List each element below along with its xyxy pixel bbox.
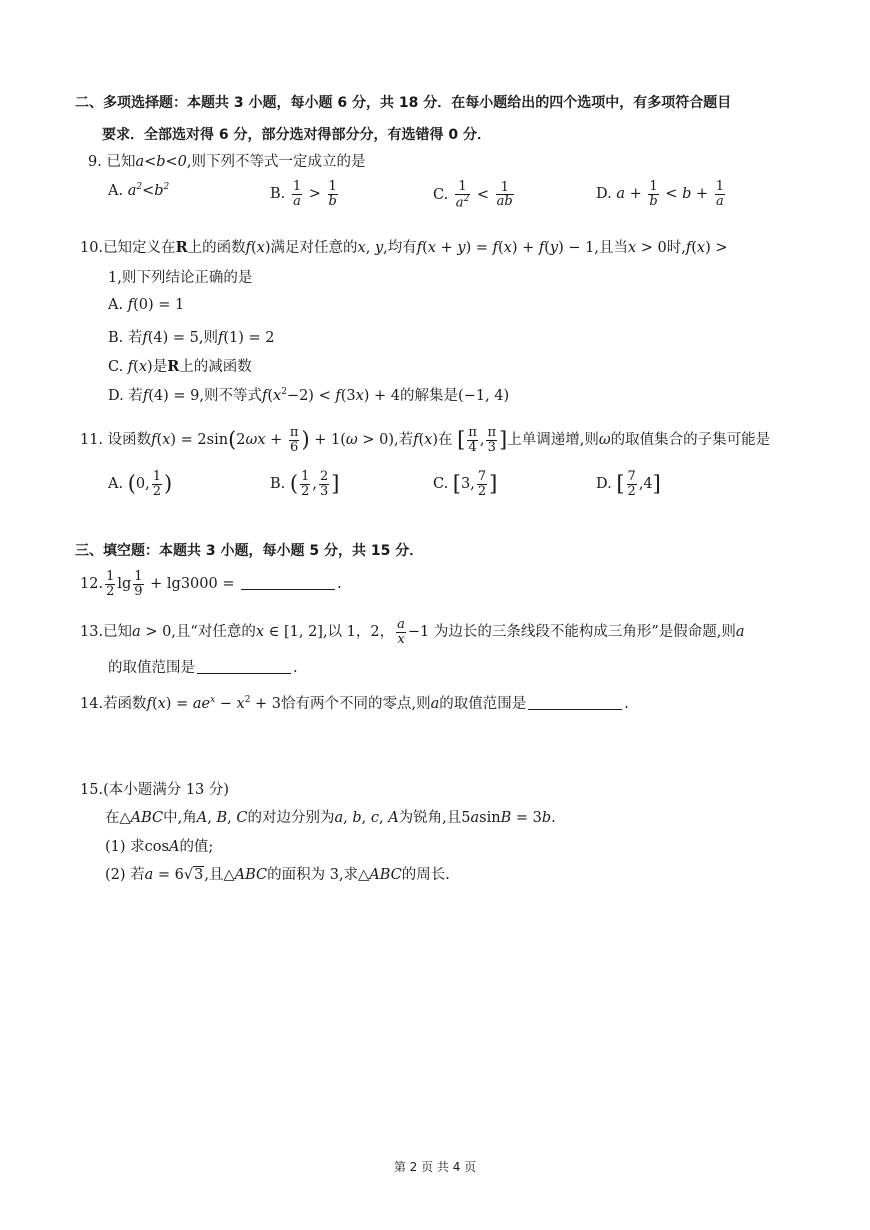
math: f — [685, 240, 692, 256]
option-label: B. — [270, 186, 286, 203]
option-label: A. — [108, 182, 124, 199]
math: a — [334, 810, 344, 826]
option-9c: C. $\frac{1}{a^2}$ < $\frac{1}{ab}$ — [433, 179, 513, 210]
question-text: 上单调递增,则 — [507, 432, 599, 449]
question-number: 15. — [80, 782, 104, 798]
question-text: (1) 求 — [105, 839, 145, 855]
question-text: ,且“对任意的 — [171, 624, 256, 641]
section3-header: 三、填空题：本题共 3 小题，每小题 5 分，共 15 分． — [75, 543, 424, 559]
option-label: C. — [433, 186, 449, 203]
math: a — [470, 810, 480, 826]
math: f — [142, 388, 149, 404]
question-text: 中,角 — [163, 810, 197, 826]
math: $a^2<b^2$ — [127, 182, 170, 199]
math: f — [151, 432, 157, 449]
question-text: 若函数 — [103, 696, 147, 712]
question-13-line2: 的取值范围是 . — [108, 660, 298, 676]
question-text: 的取值范围是 — [108, 660, 195, 676]
option-label: C. — [108, 359, 124, 375]
math: f — [218, 330, 224, 346]
option-text: 是 — [152, 359, 168, 375]
option-text: 的解集是 — [400, 388, 459, 404]
question-number: 13. — [80, 624, 104, 641]
option-label: B. 若 — [108, 330, 143, 346]
option-text: 上的减函数 — [179, 359, 252, 375]
math: $\frac{1}{2}$ — [301, 469, 310, 499]
math: $\frac{1}{a^2}$ — [455, 179, 470, 210]
question-text: 的周长. — [401, 867, 450, 883]
question-15-part1: (1) 求cosA的值; — [105, 839, 214, 855]
question-15-line1: 在△ABC中,角A, B, C的对边分别为a, b, c, A为锐角,且5asinB = 3b. — [105, 810, 556, 826]
answer-blank[interactable] — [241, 575, 335, 590]
math: $\frac{1}{9}$ — [134, 569, 143, 599]
math: A — [168, 839, 180, 855]
option-label: A. — [108, 476, 124, 493]
math: $\frac{7}{2}$ — [477, 469, 487, 499]
question-text: 在 — [105, 810, 120, 826]
page-footer: 第 2 页 共 4 页 — [393, 1160, 477, 1174]
question-number: 10. — [80, 240, 104, 256]
question-text: 时, — [666, 240, 686, 256]
question-text: 上的函数 — [187, 240, 246, 256]
question-text: 的对边分别为 — [247, 810, 335, 826]
math: $\frac{1}{ab}$ — [496, 179, 513, 210]
math: a — [132, 624, 141, 641]
question-number: 9. — [88, 154, 102, 170]
question-text: 的值; — [179, 839, 214, 855]
math: $\frac{a}{x}$ — [397, 617, 405, 647]
math: $\frac{\pi}{4}$ — [468, 425, 477, 455]
math: a — [430, 696, 440, 712]
math: f — [127, 359, 134, 375]
question-12: 12. $\frac{1}{2}$ lg $\frac{1}{9}$ + lg3000 = . — [80, 569, 342, 599]
math: $\frac{2}{3}$ — [319, 469, 329, 499]
math: $\frac{1}{b}$ — [328, 179, 337, 209]
question-15 — [80, 778, 229, 799]
question-text: 为锐角,且 — [398, 810, 462, 826]
question-11: 11. 设函数f(x) = 2sin(2ωx + $\frac{\pi}{6}$ ) + 1(ω > 0),若f(x)在 [ $\frac{\pi}{4}$ , $\frac{\pi}{3}$ ]上单调递增,则ω的取值集合的子集可能是 — [80, 425, 771, 455]
question-text: 设函数 — [107, 432, 152, 449]
math: ABC — [130, 810, 164, 826]
math: f — [142, 330, 148, 346]
question-14: 14.若函数$f(x) = ae^x - x^2 + 3$恰有两个不同的零点,则a的取值范围是 . — [80, 695, 629, 712]
math: a — [144, 867, 154, 883]
question-text: ,以 1，2， — [322, 624, 395, 641]
question-10: 10.已知定义在R上的函数f(x)满足对任意的x, y,均有f(x + y) = f(x) + f(y) − 1,且当x > 0时,f(x) > — [80, 239, 728, 256]
math: ABC — [234, 867, 268, 883]
math: $\frac{1}{2}$ — [106, 569, 115, 599]
math: (−1, 4) — [458, 388, 510, 404]
question-text: 已知定义在 — [103, 240, 176, 256]
option-11b: B. ( $\frac{1}{2}$ , $\frac{2}{3}$ ] — [270, 469, 340, 499]
question-10-line2: 1,则下列结论正确的是 — [108, 270, 253, 286]
math: $\frac{1}{a}$ — [715, 179, 725, 209]
option-10b: B. 若f(4) = 5,则f(1) = 2 — [108, 330, 275, 346]
option-9b: B. $\frac{1}{a}$ > $\frac{1}{b}$ — [270, 179, 337, 209]
math: f — [416, 240, 423, 256]
math: f — [413, 432, 419, 449]
option-10d: D. 若f(4) = 9,则不等式$f(x^2-2) < f(3x) + 4$的解集是(−1, 4) — [108, 387, 510, 404]
question-text: −1 为边长的三条线段不能构成三角形”是假命题,则 — [407, 624, 736, 641]
option-10a: A. f(0) = 1 — [108, 297, 185, 313]
option-11a: A. (0, $\frac{1}{2}$ ) — [108, 469, 173, 499]
math: a<b<0 — [135, 154, 187, 170]
question-15-part2: (2) 若a = 6√3,且△ABC的面积为 3,求△ABC的周长. — [105, 867, 450, 883]
answer-blank[interactable] — [528, 695, 622, 710]
question-text: ,且 — [204, 867, 224, 883]
question-text: ,则下列不等式一定成立的是 — [186, 154, 366, 170]
math: $\frac{\pi}{3}$ — [487, 425, 497, 455]
section2-header-line1: 二、多项选择题：本题共 3 小题，每小题 6 分，共 18 分．在每小题给出的四个选项中，有多项符合题目 — [75, 95, 732, 111]
math: f — [146, 696, 152, 712]
question-text: 的面积为 3,求 — [267, 867, 359, 883]
option-text: ,则不等式 — [199, 388, 262, 404]
math: $\frac{7}{2}$ — [627, 469, 636, 499]
option-text: ,则 — [198, 330, 218, 346]
section2-header-line2: 要求．全部选对得 6 分，部分选对得部分分，有选错得 0 分． — [102, 127, 491, 143]
question-9 — [88, 150, 366, 171]
question-text: 恰有两个不同的零点,则 — [281, 696, 431, 712]
option-11d: D. [ $\frac{7}{2}$ ,4] — [596, 469, 661, 499]
question-number: 12. — [80, 576, 104, 593]
option-label: D. 若 — [108, 388, 143, 404]
math: ω — [598, 432, 611, 449]
math: x — [357, 240, 366, 256]
question-text: ,若 — [393, 432, 414, 449]
math: f — [127, 297, 134, 313]
math: f — [261, 388, 268, 404]
math: $\frac{1}{b}$ — [649, 179, 658, 209]
question-text: 的取值集合的子集可能是 — [610, 432, 771, 449]
option-label: D. — [596, 476, 612, 493]
math: a — [616, 186, 625, 203]
math: x — [627, 240, 637, 256]
option-label: D. — [596, 186, 612, 203]
math: $\frac{\pi}{6}$ — [289, 425, 299, 455]
math: ABC — [369, 867, 402, 883]
question-text: 的取值范围是 — [439, 696, 527, 712]
option-9d: D. a + $\frac{1}{b}$ < b + $\frac{1}{a}$ — [596, 179, 725, 209]
option-11c: C. [3, $\frac{7}{2}$ ] — [433, 469, 498, 499]
question-text: 已知 — [106, 154, 136, 170]
math: $\frac{1}{2}$ — [152, 469, 162, 499]
question-text: 已知 — [103, 624, 133, 641]
question-score: (本小题满分 13 分) — [103, 782, 230, 798]
math: a — [735, 624, 745, 641]
option-9a — [108, 182, 169, 199]
question-text: 均有 — [387, 240, 417, 256]
math: f — [245, 240, 251, 256]
answer-blank[interactable] — [197, 659, 291, 674]
math: A — [196, 810, 208, 826]
option-label: B. — [270, 476, 286, 493]
option-label: A. — [108, 297, 124, 313]
math: x — [255, 624, 265, 641]
math: R — [167, 358, 180, 375]
question-number: 14. — [80, 696, 104, 712]
question-number: 11. — [80, 432, 104, 449]
question-text: 在 — [438, 432, 453, 449]
question-text: (2) 若 — [105, 867, 145, 883]
question-text: 满足对任意的 — [270, 240, 358, 256]
question-text: 且当 — [598, 240, 628, 256]
option-label: C. — [433, 476, 449, 493]
option-10c: C. f(x)是R上的减函数 — [108, 358, 252, 375]
math: R — [175, 239, 188, 256]
question-13: 13.已知a > 0,且“对任意的x ∈ [1, 2],以 1，2， $\frac{a}{x}$ −1 为边长的三条线段不能构成三角形”是假命题,则a — [80, 617, 745, 647]
math: $\frac{1}{a}$ — [292, 179, 302, 209]
